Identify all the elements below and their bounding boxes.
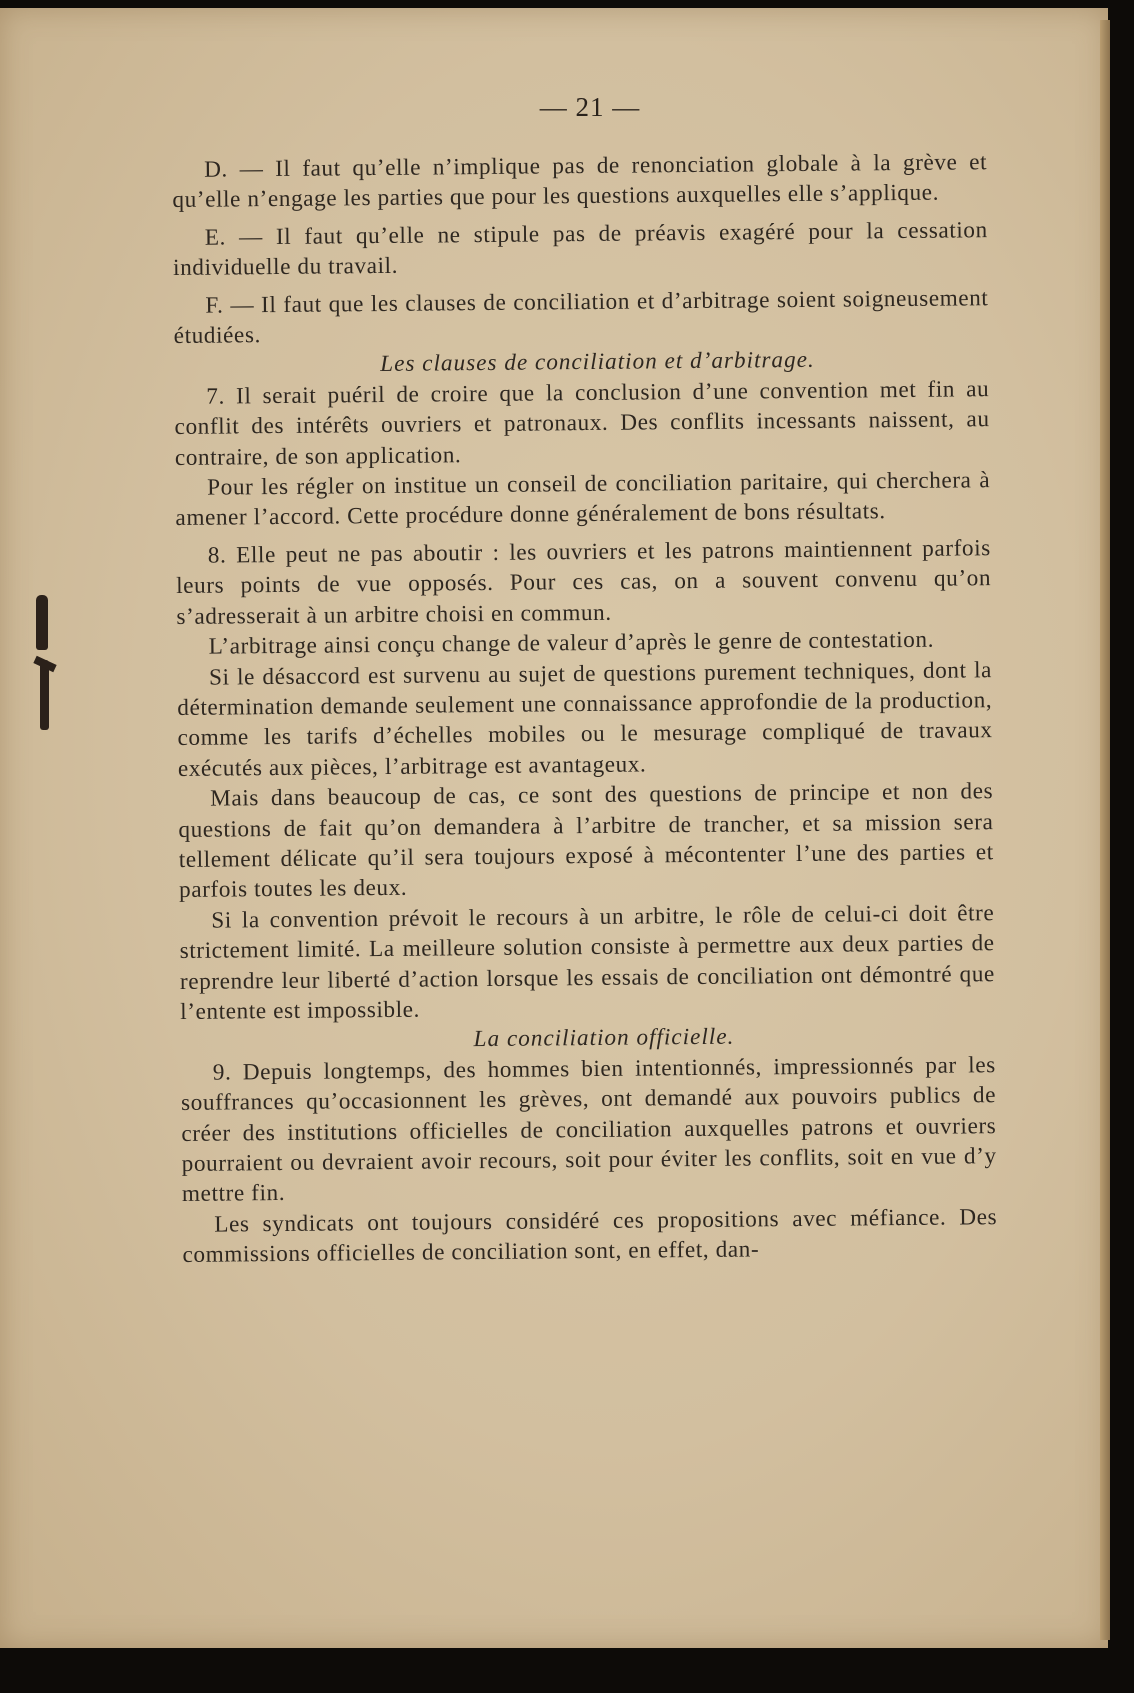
page-number: — 21 — <box>539 92 641 122</box>
paragraph: Les syndicats ont toujours considéré ces propositions avec méfiance. Des commissions officielles de conciliation sont, en effet, dan- <box>182 1203 998 1269</box>
clause-e: E. — Il faut qu’elle ne stipule pas de préavis exagéré pour la cessation individuelle du travail. <box>172 216 988 282</box>
page-body <box>172 147 998 1270</box>
clause-f: F. — Il faut que les clauses de conciliation et d’arbitrage soient soigneusement étudiées. <box>173 284 989 350</box>
paragraph-9: 9. Depuis longtemps, des hommes bien intentionnés, impressionnés par les souffrances qu’occasionnent les grèves, ont demandé aux pouvoirs publics de créer des institutions officielles de conciliation auxquelles patrons et ouvriers pourraient ou devraient avoir recours, soit pour éviter les conflits, soit en vue d’y mettre fin. <box>180 1051 997 1208</box>
paragraph: L’arbitrage ainsi conçu change de valeur d’après le genre de contestation. <box>208 626 935 660</box>
page-edge <box>1100 20 1110 1640</box>
section-heading: La conciliation officielle. <box>473 1024 735 1053</box>
paragraph-7: 7. Il serait puéril de croire que la conclusion d’une convention met fin au conflit des intérêts ouvriers et patronaux. Des conflits incessants naissent, au contraire, de son application. <box>174 376 990 471</box>
paragraph: Mais dans beaucoup de cas, ce sont des questions de principe et non des questions de fait qu’on demandera à l’arbitre de trancher, et sa mission sera tellement délicate qu’il sera toujours exposé à mécontenter l’une des parties et parfois toutes les deux. <box>178 778 994 904</box>
paragraph: Si le désaccord est survenu au sujet de questions purement techniques, dont la détermination demande seulement une connaissance approfondie de la production, comme les tarifs d’échelles mobiles ou le mesurage compliqué de travaux exécutés aux pièces, l’arbitrage est avantageux. <box>177 656 993 782</box>
clause-d: D. — Il faut qu’elle n’implique pas de renonciation globale à la grève et qu’elle n’engage les parties que pour les questions auxquelles elle s’applique. <box>172 149 988 214</box>
section-heading: Les clauses de conciliation et d’arbitrage. <box>380 347 815 378</box>
paragraph-8: 8. Elle peut ne pas aboutir : les ouvriers et les patrons maintiennent parfois leurs points de vue opposés. Pour ces cas, on a souvent convenu qu’on s’adresserait à un arbitre choisi en commun. <box>176 535 992 630</box>
paragraph: Si la convention prévoit le recours à un arbitre, le rôle de celui-ci doit être strictement limité. La meilleure solution consiste à permettre aux deux parties de reprendre leur liberté d’action lorsque les essais de conciliation ont démontré que l’entente est impossible. <box>179 899 996 1025</box>
margin-ink-mark <box>40 660 49 730</box>
paragraph: Pour les régler on institue un conseil de conciliation paritaire, qui cherchera à amener l’accord. Cette procédure donne généralement de bons résultats. <box>175 467 991 532</box>
margin-ink-mark <box>36 595 48 650</box>
